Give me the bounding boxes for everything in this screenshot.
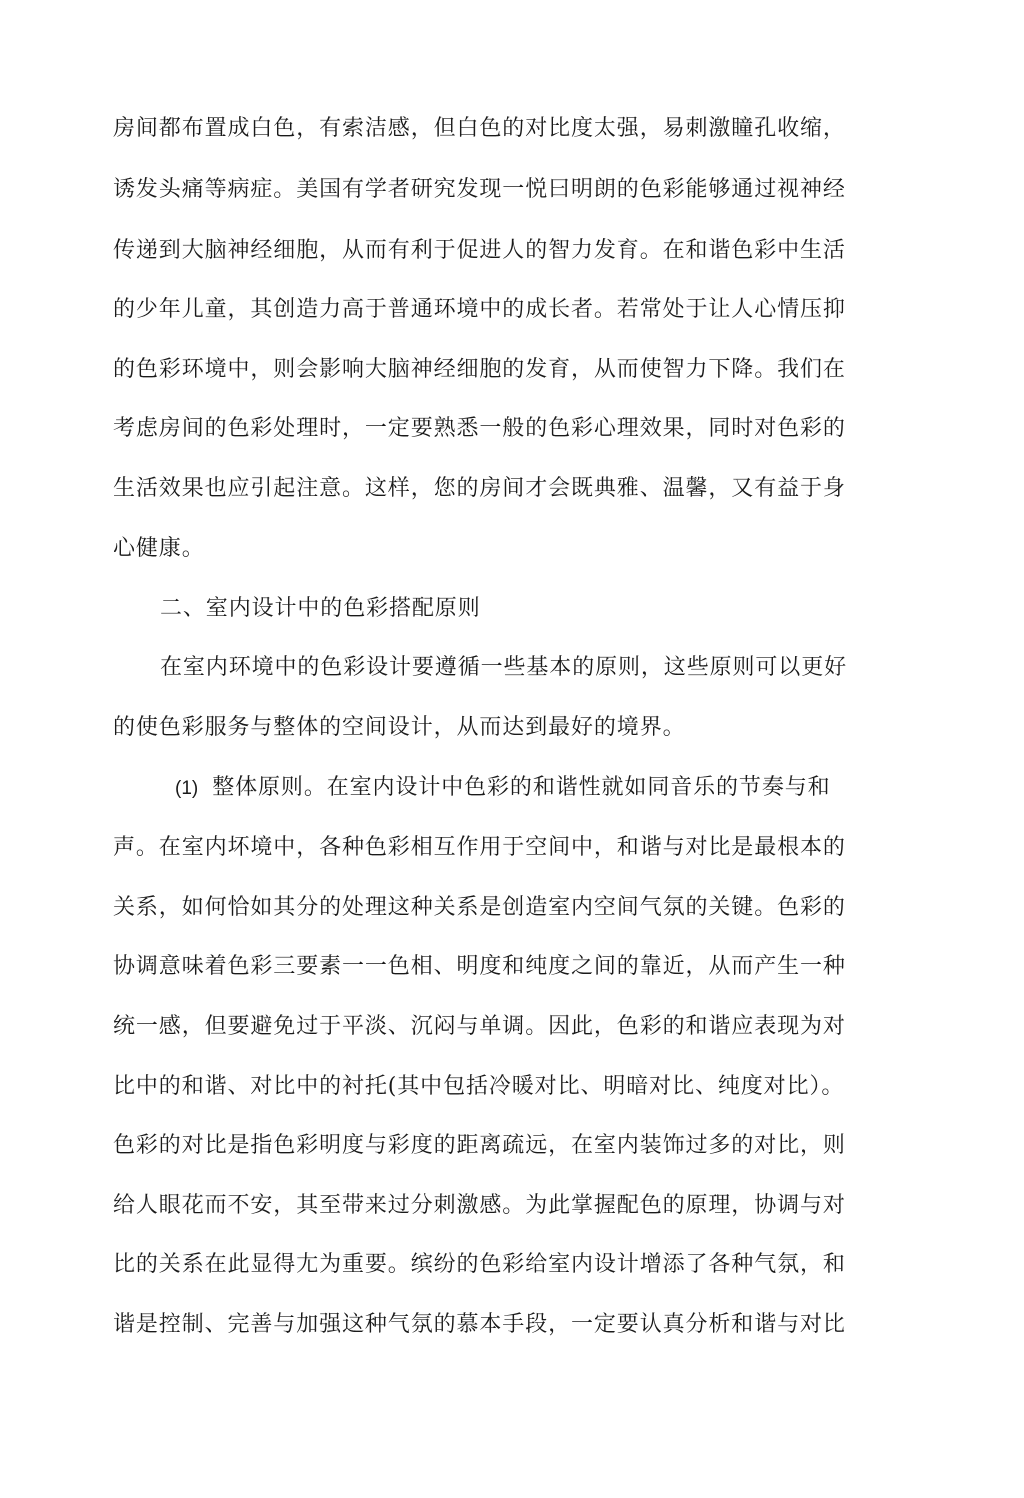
section-heading: 二、室内设计中的色彩搭配原则: [160, 596, 481, 621]
text-line: 比中的和谐、对比中的衬托(其中包括冷暖对比、明暗对比、纯度对比）。: [113, 1074, 845, 1099]
text-line: 给人眼花而不安，其至带来过分刺激感。为此掌握配色的原理，协调与对: [113, 1193, 846, 1218]
list-item-number: (1): [175, 778, 199, 799]
text-line: 的使色彩服务与整体的空间设计，从而达到最好的境界。: [113, 715, 686, 740]
text-line: 声。在室内坏境中，各种色彩相互作用于空间中，和谐与对比是最根本的: [113, 835, 846, 860]
text-line: 生活效果也应引起注意。这样，您的房间才会既典雅、温馨，又有益于身: [113, 476, 846, 501]
text-line: 考虑房间的色彩处理时，一定要熟悉一般的色彩心理效果，同时对色彩的: [113, 416, 846, 441]
text-line: 色彩的对比是指色彩明度与彩度的距离疏远，在室内装饰过多的对比，则: [113, 1133, 846, 1158]
text-line: 传递到大脑神经细胞，从而有利于促进人的智力发育。在和谐色彩中生活: [113, 238, 846, 263]
text-line: 的色彩环境中，则会影响大脑神经细胞的发育，从而使智力下降。我们在: [113, 357, 846, 382]
text-line: 诱发头痛等病症。美国有学者研究发现一悦曰明朗的色彩能够通过视神经: [113, 177, 846, 202]
text-line: 关系，如何恰如其分的处理这种关系是创造室内空间气氛的关键。色彩的: [113, 895, 846, 920]
text-line: 统一感，但要避免过于平淡、沉闷与单调。因此，色彩的和谐应表现为对: [113, 1014, 846, 1039]
text-line: 谐是控制、完善与加强这种气氛的慕本手段，一定要认真分析和谐与对比: [113, 1312, 846, 1337]
text-line: 房间都布置成白色，有索洁感，但白色的对比度太强，易刺激瞳孔收缩，: [113, 116, 846, 141]
list-item-first-line: [175, 773, 975, 804]
text-line: 心健康。: [113, 536, 205, 561]
text-line: 协调意味着色彩三要素一一色相、明度和纯度之间的靠近，从而产生一种: [113, 954, 846, 979]
text-line: 的少年儿童，其创造力高于普通环境中的成长者。若常处于让人心情压抑: [113, 297, 846, 322]
text-line: 整体原则。在室内设计中色彩的和谐性就如同音乐的节奏与和: [212, 775, 831, 800]
text-line: 比的关系在此显得尢为重要。缤纷的色彩给室内设计增添了各种气氛，和: [113, 1252, 846, 1277]
text-line: 在室内环境中的色彩设计要遵循一些基本的原则，这些原则可以更好: [160, 655, 848, 680]
